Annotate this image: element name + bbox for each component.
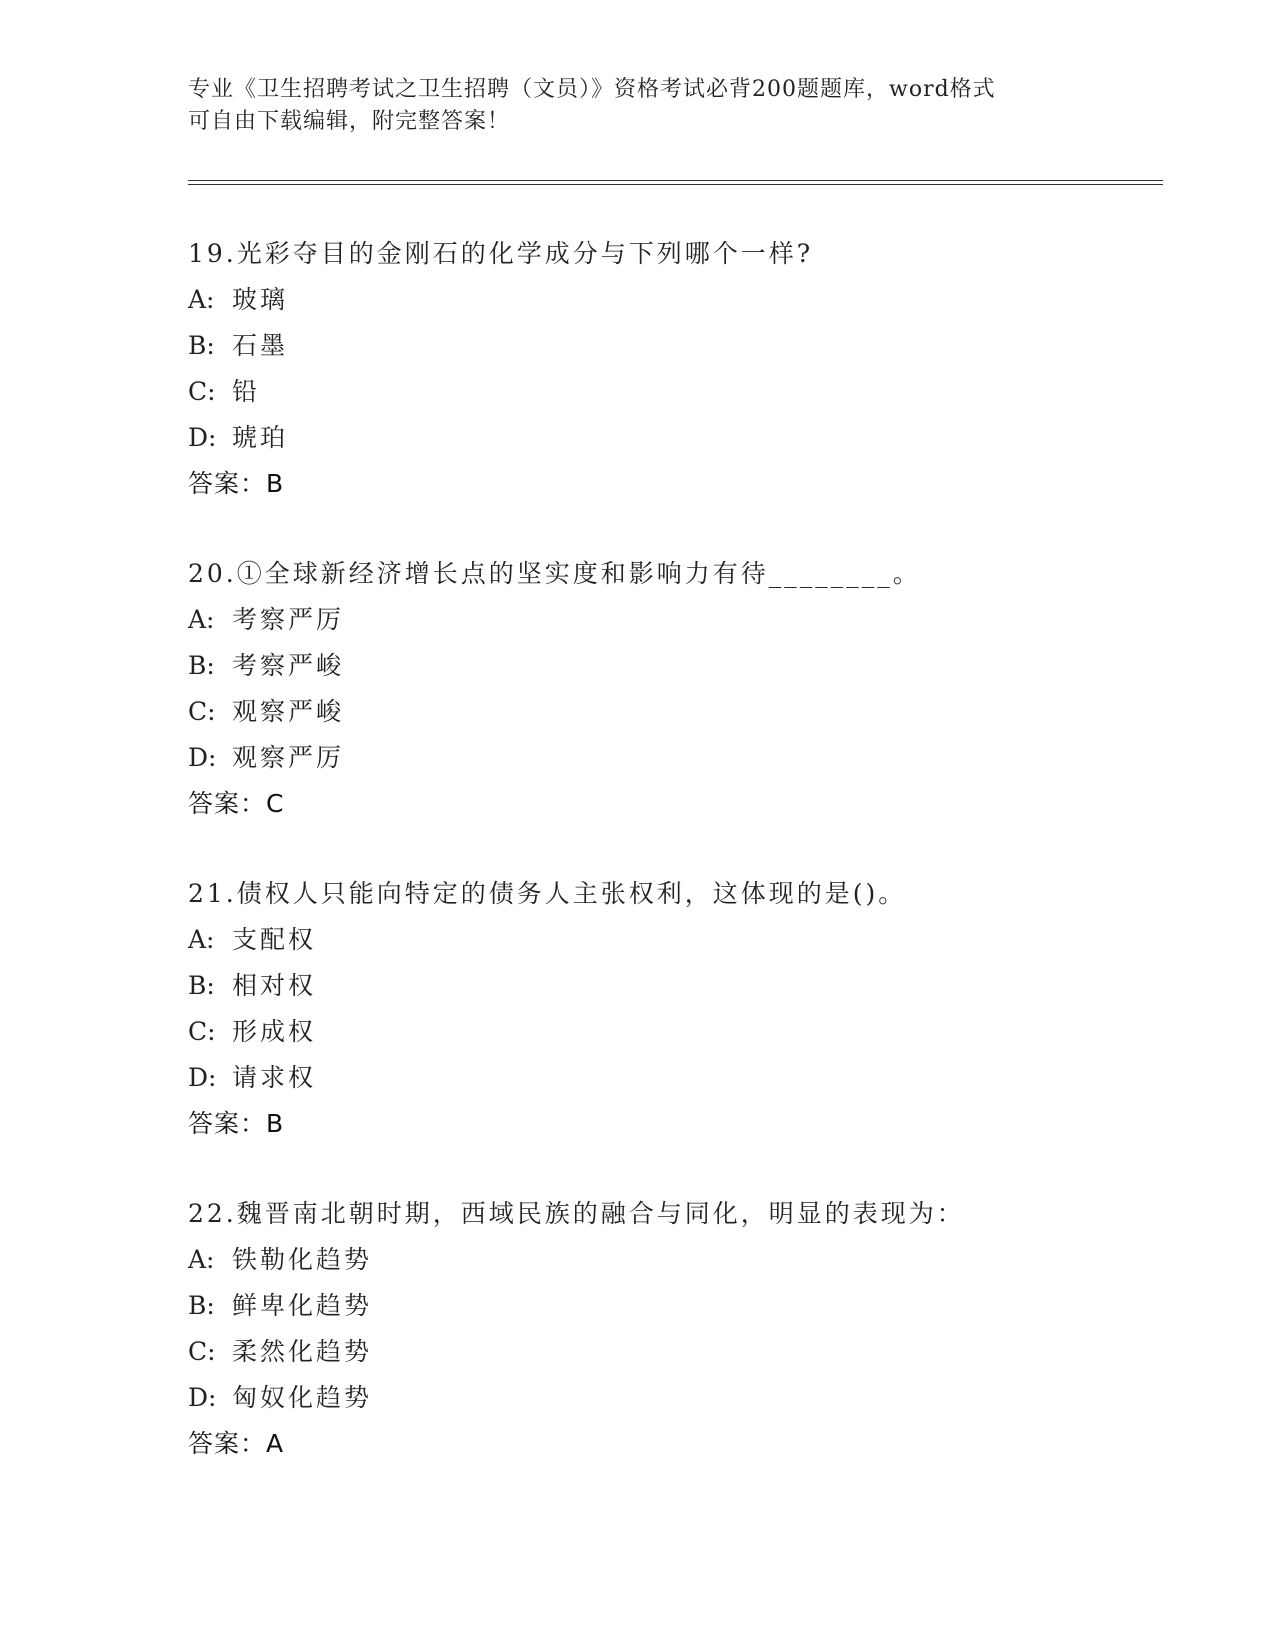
answer-line: 答案：B <box>188 1109 285 1138</box>
question-stem: 21.债权人只能向特定的债务人主张权利，这体现的是()。 <box>188 879 907 908</box>
header-divider-top <box>188 180 1163 181</box>
answer-line: 答案：A <box>188 1429 285 1458</box>
option-c <box>188 689 1148 735</box>
option-text: 考察严峻 <box>232 651 345 680</box>
document-header <box>188 74 1088 138</box>
option-d <box>188 735 1148 781</box>
option-text: 鲜卑化趋势 <box>232 1291 373 1320</box>
option-text: 形成权 <box>232 1017 317 1046</box>
option-letter: A: <box>188 1245 215 1274</box>
option-text: 铅 <box>232 377 261 406</box>
option-text: 相对权 <box>232 971 317 1000</box>
option-letter: D: <box>188 423 217 452</box>
question-stem: 19.光彩夺目的金刚石的化学成分与下列哪个一样? <box>188 239 814 268</box>
option-b <box>188 643 1148 689</box>
option-letter: A: <box>188 605 215 634</box>
header-divider-bottom <box>188 184 1163 185</box>
option-letter: A: <box>188 925 215 954</box>
option-b <box>188 1283 1148 1329</box>
option-b <box>188 963 1148 1009</box>
option-text: 玻璃 <box>232 285 289 314</box>
option-b <box>188 323 1148 369</box>
question-block <box>188 551 1148 827</box>
option-letter: C: <box>188 1017 216 1046</box>
option-a <box>188 597 1148 643</box>
option-text: 支配权 <box>232 925 317 954</box>
option-a <box>188 277 1148 323</box>
question-block <box>188 871 1148 1147</box>
question-block <box>188 1191 1148 1467</box>
question-stem: 20.①全球新经济增长点的坚实度和影响力有待________。 <box>188 559 921 588</box>
option-letter: C: <box>188 377 216 406</box>
option-text: 观察严峻 <box>232 697 345 726</box>
option-c <box>188 1009 1148 1055</box>
option-d <box>188 1375 1148 1421</box>
option-letter: B: <box>188 331 215 360</box>
option-letter: D: <box>188 1063 217 1092</box>
option-letter: B: <box>188 971 215 1000</box>
option-text: 匈奴化趋势 <box>232 1383 373 1412</box>
option-text: 考察严厉 <box>232 605 345 634</box>
option-c <box>188 1329 1148 1375</box>
option-c <box>188 369 1148 415</box>
answer-line: 答案：C <box>188 789 285 818</box>
option-d <box>188 415 1148 461</box>
header-line-2: 可自由下载编辑，附完整答案！ <box>188 109 511 134</box>
option-letter: C: <box>188 1337 216 1366</box>
option-a <box>188 1237 1148 1283</box>
option-letter: B: <box>188 651 215 680</box>
option-text: 请求权 <box>232 1063 317 1092</box>
option-text: 石墨 <box>232 331 289 360</box>
answer-line: 答案：B <box>188 469 285 498</box>
option-letter: D: <box>188 743 217 772</box>
question-stem: 22.魏晋南北朝时期，西域民族的融合与同化，明显的表现为： <box>188 1199 965 1228</box>
option-letter: C: <box>188 697 216 726</box>
question-block <box>188 231 1148 507</box>
option-text: 观察严厉 <box>232 743 345 772</box>
option-letter: B: <box>188 1291 215 1320</box>
option-text: 琥珀 <box>232 423 289 452</box>
option-a <box>188 917 1148 963</box>
header-line-1: 专业《卫生招聘考试之卫生招聘（文员）》资格考试必背200题题库，word格式 <box>188 77 996 102</box>
option-text: 铁勒化趋势 <box>232 1245 373 1274</box>
option-letter: A: <box>188 285 215 314</box>
option-d <box>188 1055 1148 1101</box>
option-text: 柔然化趋势 <box>232 1337 373 1366</box>
option-letter: D: <box>188 1383 217 1412</box>
